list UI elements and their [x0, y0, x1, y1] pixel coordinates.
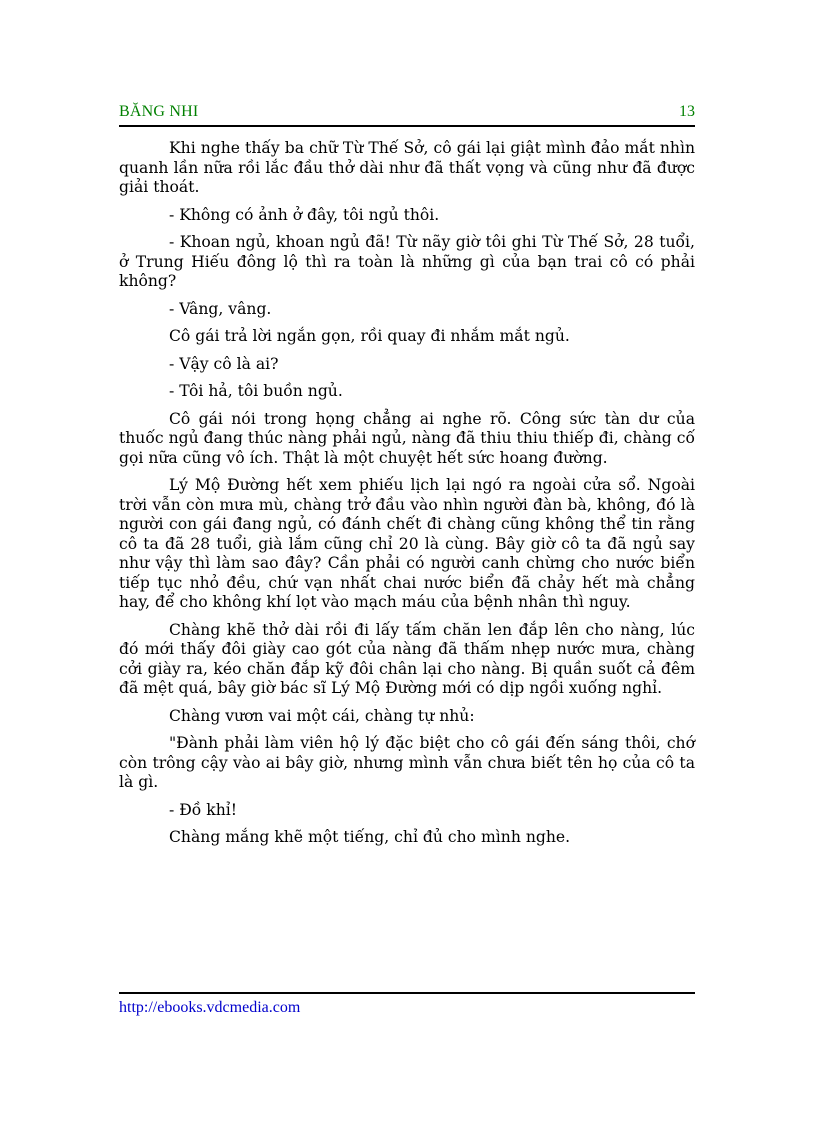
paragraph: Chàng mắng khẽ một tiếng, chỉ đủ cho mình nghe. [169, 828, 571, 846]
paragraph: Chàng khẽ thở dài rồi đi lấy tấm chăn len đắp lên cho nàng, lúc đó mới thấy đôi giày cao gót của nàng đã thấm nhẹp nước mưa, chàng cởi giày ra, kéo chăn đắp kỹ đôi chân lại cho nàng. Bị quần suốt cả đêm đã mệt quá, bây giờ bác sĩ Lý Mộ Đường mới có dịp ngồi xuống nghỉ. [119, 620, 695, 697]
paragraph: Chàng vươn vai một cái, chàng tự nhủ: [169, 706, 475, 725]
paragraph: - Vậy cô là ai? [169, 354, 279, 373]
paragraph: "Đành phải làm viên hộ lý đặc biệt cho cô gái đến sáng thôi, chớ còn trông cậy vào ai bây giờ, nhưng mình vẫn chưa biết tên họ của cô ta là gì. [119, 734, 695, 791]
paragraph: - Không có ảnh ở đây, tôi ngủ thôi. [169, 205, 440, 224]
paragraph: - Vâng, vâng. [169, 299, 272, 318]
author-name: BĂNG NHI [119, 103, 199, 120]
footer-link[interactable]: http://ebooks.vdcmedia.com [119, 999, 301, 1016]
paragraph: Cô gái trả lời ngắn gọn, rồi quay đi nhắm mắt ngủ. [169, 327, 570, 345]
paragraph: Khi nghe thấy ba chữ Từ Thế Sở, cô gái lại giật mình đảo mắt nhìn quanh lần nữa rồi lắc đầu thở dài như đã thất vọng và cũng như đã được giải thoát. [119, 139, 695, 196]
page-body [119, 139, 695, 856]
page-number: 13 [679, 103, 695, 120]
paragraph: - Khoan ngủ, khoan ngủ đã! Từ nãy giờ tôi ghi Từ Thế Sở, 28 tuổi, ở Trung Hiếu đông lộ thì ra toàn là những gì của bạn trai cô có phải không? [119, 233, 695, 290]
paragraph: Lý Mộ Đường hết xem phiếu lịch lại ngó ra ngoài cửa sổ. Ngoài trời vẫn còn mưa mù, chàng trở đầu vào nhìn người đàn bà, không, đó là người con gái đang ngủ, có đánh chết đi chàng cũng không thể tin rằng cô ta đã 28 tuổi, già lắm cũng chỉ 20 là cùng. Bây giờ cô ta đã ngủ say như vậy thì làm sao đây? Cần phải có người canh chừng cho nước biển tiếp tục nhỏ đều, chứ vạn nhất chai nước biển đã chảy hết mà chẳng hay, để cho không khí lọt vào mạch máu của bệnh nhân thì nguy. [119, 476, 695, 611]
page-footer [119, 992, 695, 1017]
paragraph: - Đồ khỉ! [169, 800, 238, 819]
paragraph: - Tôi hả, tôi buồn ngủ. [169, 382, 343, 400]
page-header [119, 103, 695, 127]
paragraph: Cô gái nói trong họng chẳng ai nghe rõ. Công sức tàn dư của thuốc ngủ đang thúc nàng phải ngủ, nàng đã thiu thiu thiếp đi, chàng cố gọi nữa cũng vô ích. Thật là một chuyệt hết sức hoang đường. [119, 409, 695, 467]
